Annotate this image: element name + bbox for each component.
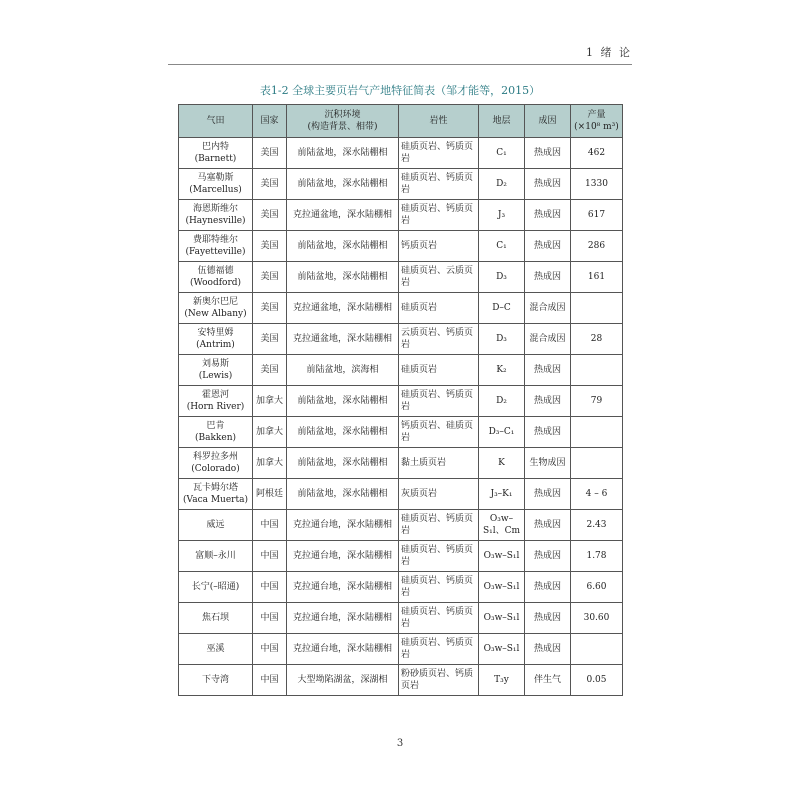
country-cell: 美国: [253, 324, 287, 355]
strata-cell: D₂: [479, 386, 525, 417]
field-name-cn: 长宁(–昭通): [191, 582, 240, 592]
country-cell: 中国: [253, 665, 287, 696]
field-cell: [179, 510, 253, 541]
lithology-cell: 硅质页岩: [399, 293, 479, 324]
setting-cell: 克拉通盆地，深水陆棚相: [287, 324, 399, 355]
genesis-cell: 热成因: [525, 386, 571, 417]
strata-cell: J₃: [479, 200, 525, 231]
output-cell: [571, 448, 623, 479]
output-cell: 79: [571, 386, 623, 417]
genesis-cell: 热成因: [525, 541, 571, 572]
table-row: [179, 417, 623, 448]
setting-cell: 克拉通盆地，深水陆棚相: [287, 200, 399, 231]
genesis-cell: 热成因: [525, 231, 571, 262]
field-cell: [179, 448, 253, 479]
field-name-cn: 海恩斯维尔: [192, 204, 238, 214]
field-cell: [179, 417, 253, 448]
field-cell: [179, 386, 253, 417]
output-cell: 28: [571, 324, 623, 355]
table-row: [179, 510, 623, 541]
country-cell: 美国: [253, 169, 287, 200]
genesis-cell: 混合成因: [525, 293, 571, 324]
strata-cell: K: [479, 448, 525, 479]
table-row: [179, 169, 623, 200]
country-cell: 加拿大: [253, 386, 287, 417]
genesis-cell: 热成因: [525, 262, 571, 293]
output-cell: 286: [571, 231, 623, 262]
field-name-cn: 巫溪: [206, 644, 225, 654]
strata-cell: O₃w–S₁l: [479, 572, 525, 603]
field-name-cn: 科罗拉多州: [192, 452, 238, 462]
strata-cell: D₃: [479, 324, 525, 355]
table-row: [179, 324, 623, 355]
lithology-cell: 硅质页岩: [399, 355, 479, 386]
field-name-cn: 马塞勒斯: [197, 173, 234, 183]
strata-cell: D–C: [479, 293, 525, 324]
genesis-cell: 热成因: [525, 634, 571, 665]
genesis-cell: 热成因: [525, 355, 571, 386]
lithology-cell: 硅质页岩、钙质页岩: [399, 169, 479, 200]
setting-cell: 克拉通台地，深水陆棚相: [287, 603, 399, 634]
setting-cell: 前陆盆地，深水陆棚相: [287, 138, 399, 169]
output-cell: 4 – 6: [571, 479, 623, 510]
genesis-cell: 伴生气: [525, 665, 571, 696]
field-name-en: (Marcellus): [189, 185, 242, 195]
lithology-cell: 硅质页岩、钙质页岩: [399, 510, 479, 541]
table-row: [179, 603, 623, 634]
strata-cell: D₃–C₁: [479, 417, 525, 448]
lithology-cell: 灰质页岩: [399, 479, 479, 510]
field-cell: [179, 634, 253, 665]
field-name-en: (Barnett): [194, 154, 237, 164]
table-row: [179, 293, 623, 324]
field-cell: [179, 293, 253, 324]
col-header-setting: 沉积环境 (构造背景、相带): [287, 105, 399, 138]
setting-cell: 前陆盆地，深水陆棚相: [287, 386, 399, 417]
setting-cell: 前陆盆地，深水陆棚相: [287, 262, 399, 293]
header-rule: [168, 64, 632, 65]
field-name-en: (New Albany): [184, 309, 247, 319]
country-cell: 美国: [253, 138, 287, 169]
field-cell: [179, 138, 253, 169]
field-name-cn: 霍恩河: [201, 390, 229, 400]
country-cell: 加拿大: [253, 448, 287, 479]
field-name-cn: 下寺湾: [201, 675, 229, 685]
lithology-cell: 硅质页岩、钙质页岩: [399, 572, 479, 603]
field-cell: [179, 262, 253, 293]
field-name-en: (Bakken): [194, 433, 237, 443]
col-header-field: 气田: [179, 105, 253, 138]
setting-cell: 前陆盆地，滨海相: [287, 355, 399, 386]
lithology-cell: 硅质页岩、云质页岩: [399, 262, 479, 293]
country-cell: 美国: [253, 293, 287, 324]
lithology-cell: 硅质页岩、钙质页岩: [399, 603, 479, 634]
field-name-en: (Antrim): [196, 340, 235, 350]
field-name-en: (Colorado): [191, 464, 240, 474]
lithology-cell: 钙质页岩、硅质页岩: [399, 417, 479, 448]
genesis-cell: 混合成因: [525, 324, 571, 355]
field-name-cn: 伍德福德: [197, 266, 234, 276]
field-cell: [179, 572, 253, 603]
table-row: [179, 448, 623, 479]
field-cell: [179, 541, 253, 572]
country-cell: 中国: [253, 510, 287, 541]
genesis-cell: 热成因: [525, 572, 571, 603]
running-header: 1 绪 论: [586, 46, 632, 59]
output-cell: 6.60: [571, 572, 623, 603]
field-name-en: (Horn River): [186, 402, 245, 412]
strata-cell: O₃w–S₁l: [479, 634, 525, 665]
country-cell: 中国: [253, 603, 287, 634]
field-name-en: (Woodford): [189, 278, 242, 288]
lithology-cell: 云质页岩、钙质页岩: [399, 324, 479, 355]
genesis-cell: 热成因: [525, 510, 571, 541]
strata-cell: T₃y: [479, 665, 525, 696]
field-name-en: (Haynesville): [185, 216, 246, 226]
setting-cell: 前陆盆地，深水陆棚相: [287, 417, 399, 448]
table-row: [179, 262, 623, 293]
table-header-row: [179, 105, 623, 138]
output-cell: 2.43: [571, 510, 623, 541]
shale-gas-table: [178, 104, 623, 696]
output-cell: 1330: [571, 169, 623, 200]
field-name-cn: 威远: [206, 520, 225, 530]
output-cell: [571, 355, 623, 386]
output-cell: [571, 634, 623, 665]
field-name-en: (Vaca Muerta): [183, 495, 248, 505]
table-row: [179, 634, 623, 665]
genesis-cell: 生物成因: [525, 448, 571, 479]
output-cell: 462: [571, 138, 623, 169]
output-cell: 0.05: [571, 665, 623, 696]
strata-cell: J₃–K₁: [479, 479, 525, 510]
col-header-lithology: 岩性: [399, 105, 479, 138]
col-header-strata: 地层: [479, 105, 525, 138]
setting-cell: 克拉通台地，深水陆棚相: [287, 634, 399, 665]
output-cell: 617: [571, 200, 623, 231]
field-name-cn: 费耶特维尔: [192, 235, 238, 245]
country-cell: 美国: [253, 262, 287, 293]
table-body: [179, 138, 623, 696]
strata-cell: C₁: [479, 138, 525, 169]
output-cell: 161: [571, 262, 623, 293]
col-header-country: 国家: [253, 105, 287, 138]
setting-cell: 前陆盆地，深水陆棚相: [287, 479, 399, 510]
table-row: [179, 665, 623, 696]
setting-cell: 克拉通台地，深水陆棚相: [287, 572, 399, 603]
lithology-cell: 黏土质页岩: [399, 448, 479, 479]
country-cell: 美国: [253, 231, 287, 262]
table-row: [179, 355, 623, 386]
strata-cell: D₂: [479, 169, 525, 200]
setting-cell: 前陆盆地，深水陆棚相: [287, 231, 399, 262]
field-cell: [179, 324, 253, 355]
field-name-en: (Lewis): [198, 371, 233, 381]
output-cell: 30.60: [571, 603, 623, 634]
country-cell: 中国: [253, 572, 287, 603]
country-cell: 中国: [253, 634, 287, 665]
field-name-cn: 巴肯: [206, 421, 225, 431]
output-cell: [571, 293, 623, 324]
table-row: [179, 541, 623, 572]
field-name-cn: 焦石坝: [201, 613, 229, 623]
genesis-cell: 热成因: [525, 200, 571, 231]
genesis-cell: 热成因: [525, 138, 571, 169]
lithology-cell: 硅质页岩、钙质页岩: [399, 200, 479, 231]
table-row: [179, 200, 623, 231]
output-cell: 1.78: [571, 541, 623, 572]
strata-cell: C₁: [479, 231, 525, 262]
country-cell: 阿根廷: [253, 479, 287, 510]
setting-cell: 前陆盆地，深水陆棚相: [287, 169, 399, 200]
lithology-cell: 钙质页岩: [399, 231, 479, 262]
field-name-cn: 富顺–永川: [195, 551, 236, 561]
country-cell: 美国: [253, 200, 287, 231]
setting-cell: 克拉通台地，深水陆棚相: [287, 510, 399, 541]
strata-cell: O₃w–S₁l、Cm: [479, 510, 525, 541]
genesis-cell: 热成因: [525, 479, 571, 510]
field-name-cn: 瓦卡姆尔塔: [192, 483, 238, 493]
field-cell: [179, 355, 253, 386]
field-cell: [179, 479, 253, 510]
field-cell: [179, 603, 253, 634]
country-cell: 加拿大: [253, 417, 287, 448]
col-header-genesis: 成因: [525, 105, 571, 138]
country-cell: 美国: [253, 355, 287, 386]
genesis-cell: 热成因: [525, 603, 571, 634]
table-row: [179, 572, 623, 603]
lithology-cell: 硅质页岩、钙质页岩: [399, 386, 479, 417]
field-name-cn: 安特里姆: [197, 328, 234, 338]
field-name-cn: 刘易斯: [201, 359, 229, 369]
country-cell: 中国: [253, 541, 287, 572]
strata-cell: D₃: [479, 262, 525, 293]
table-caption: 表1-2 全球主要页岩气产地特征简表（邹才能等，2015）: [259, 84, 541, 97]
output-cell: [571, 417, 623, 448]
setting-cell: 克拉通台地，深水陆棚相: [287, 541, 399, 572]
table-row: [179, 138, 623, 169]
field-name-cn: 新奥尔巴尼: [192, 297, 238, 307]
field-cell: [179, 665, 253, 696]
table-row: [179, 386, 623, 417]
strata-cell: O₃w–S₁l: [479, 541, 525, 572]
strata-cell: O₃w–S₁l: [479, 603, 525, 634]
field-cell: [179, 200, 253, 231]
setting-cell: 前陆盆地，深水陆棚相: [287, 448, 399, 479]
field-name-en: (Fayetteville): [185, 247, 246, 257]
field-cell: [179, 231, 253, 262]
setting-cell: 克拉通盆地，深水陆棚相: [287, 293, 399, 324]
table-row: [179, 231, 623, 262]
lithology-cell: 硅质页岩、钙质页岩: [399, 634, 479, 665]
setting-cell: 大型坳陷湖盆，深湖相: [287, 665, 399, 696]
col-header-output: 产量 (×10⁸ m³): [571, 105, 623, 138]
strata-cell: K₂: [479, 355, 525, 386]
genesis-cell: 热成因: [525, 417, 571, 448]
lithology-cell: 硅质页岩、钙质页岩: [399, 541, 479, 572]
page-number: 3: [396, 738, 404, 749]
lithology-cell: 硅质页岩、钙质页岩: [399, 138, 479, 169]
table-row: [179, 479, 623, 510]
genesis-cell: 热成因: [525, 169, 571, 200]
lithology-cell: 粉砂质页岩、钙质页岩: [399, 665, 479, 696]
field-name-cn: 巴内特: [201, 142, 229, 152]
field-cell: [179, 169, 253, 200]
